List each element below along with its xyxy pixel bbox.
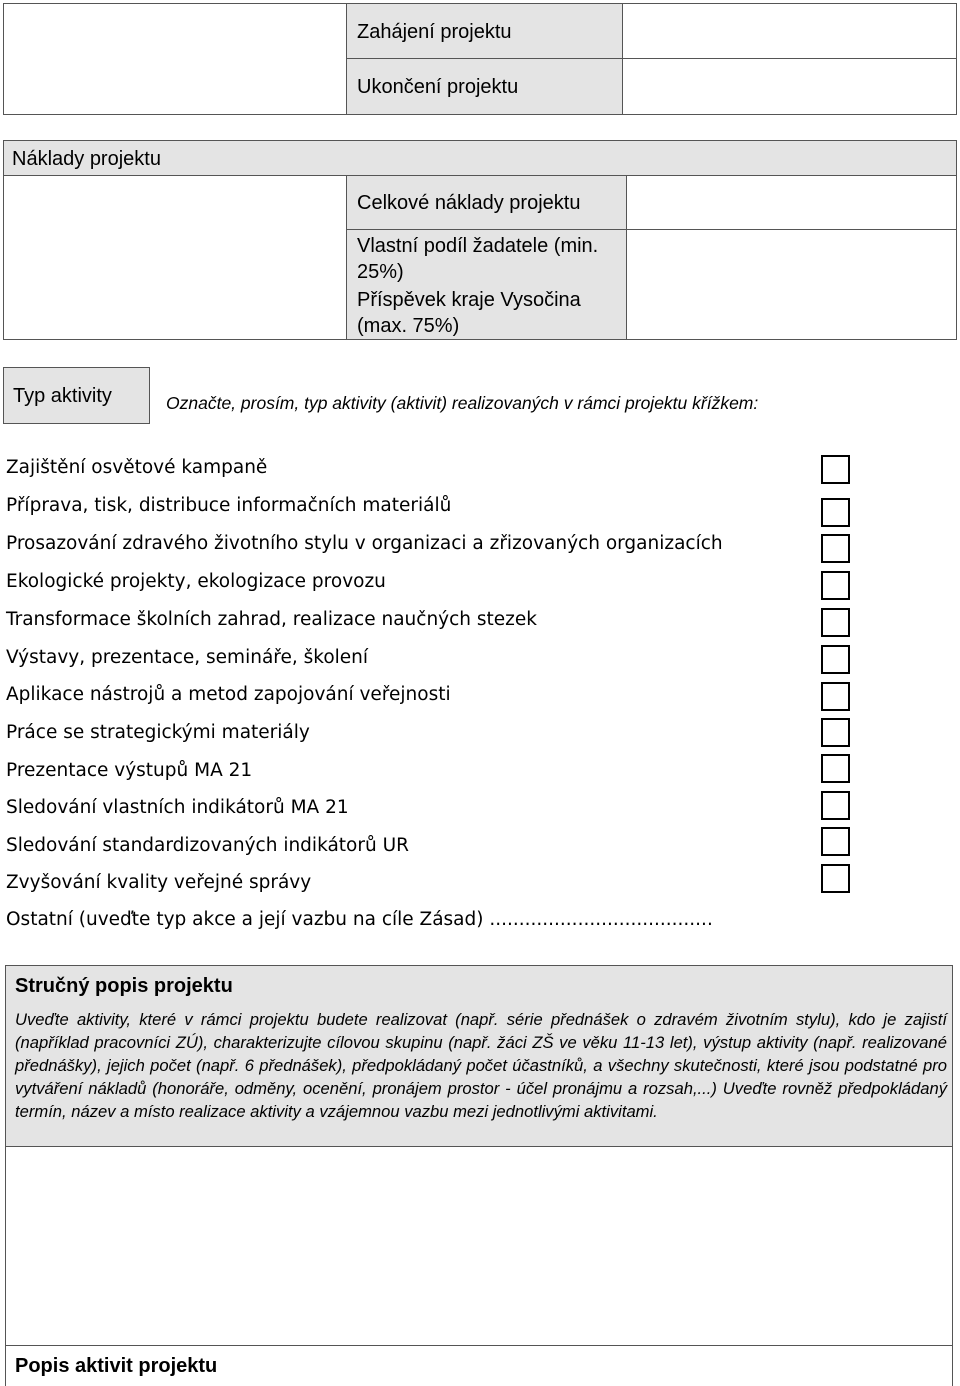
costs-section-header (3, 140, 957, 176)
activity-option-label: Prezentace výstupů MA 21 (6, 760, 253, 781)
activity-option-label: Příprava, tisk, distribuce informačních materiálů (6, 495, 452, 516)
cost-split-label-cell (346, 229, 627, 340)
activity-option-label: Prosazování zdravého životního stylu v organizaci a zřizovaných organizacích (6, 533, 723, 554)
activity-checkbox[interactable] (821, 608, 850, 637)
activity-option-label: Zvyšování kvality veřejné správy (6, 872, 312, 893)
activity-checkbox[interactable] (821, 827, 850, 856)
activities-section-heading: Popis aktivit projektu (15, 1355, 218, 1377)
description-heading: Stručný popis projektu (15, 975, 233, 997)
total-cost-label: Celkové náklady projektu (357, 192, 581, 214)
end-date-label: Ukončení projektu (357, 76, 519, 98)
activity-type-instruction: Označte, prosím, typ aktivity (aktivit) realizovaných v rámci projektu křížkem: (166, 393, 759, 413)
costs-section-label: Náklady projektu (12, 148, 161, 170)
activity-checkbox[interactable] (821, 571, 850, 600)
activity-option-label: Sledování standardizovaných indikátorů UR (6, 835, 409, 856)
end-date-field[interactable] (622, 58, 957, 115)
costs-left-empty-cell (3, 175, 347, 340)
activity-checkbox[interactable] (821, 534, 850, 563)
dates-left-empty-cell (3, 3, 347, 115)
own-share-label: Vlastní podíl žadatele (min. 25%) (357, 235, 599, 283)
activity-checkbox[interactable] (821, 754, 850, 783)
start-date-label: Zahájení projektu (357, 21, 512, 43)
description-instructions: Uveďte aktivity, které v rámci projektu budete realizovat (např. série přednášek o zdravém životním stylu), kdo je zajistí (například pracovníci ZÚ), charakterizujte cílovou skupinu (např. žáci ZŠ ve věku 11-13 let), výstup aktivity (např. realizované přednášky), jejich počet (např. 6 přednášek), předpokládaný počet účastníků, a všechny skutečnosti, které jsou podstatné pro vytváření nákladů (honoráře, odměny, ocenění, pronájem prostor - účel pronájmu a rozsah,...) Uveďte rovněž předpokládaný termín, název a místo realizace aktivity a vzájemnou vazbu mezi jednotlivými aktivitami. (15, 1010, 947, 1122)
start-date-label-cell (346, 3, 623, 59)
activity-option-label: Transformace školních zahrad, realizace naučných stezek (6, 609, 537, 630)
total-cost-label-cell (346, 175, 627, 230)
activity-checkbox[interactable] (821, 498, 850, 527)
activity-option-label: Ekologické projekty, ekologizace provozu (6, 571, 386, 592)
activity-checkbox[interactable] (821, 682, 850, 711)
end-date-label-cell (346, 58, 623, 115)
activity-type-label: Typ aktivity (13, 385, 112, 407)
activity-checkbox[interactable] (821, 718, 850, 747)
activity-checkbox[interactable] (821, 455, 850, 484)
activity-option-label: Sledování vlastních indikátorů MA 21 (6, 797, 349, 818)
start-date-field[interactable] (622, 3, 957, 59)
description-answer-field[interactable] (5, 1146, 953, 1346)
activity-type-label-box (3, 367, 150, 424)
activity-option-label: Práce se strategickými materiály (6, 722, 310, 743)
activity-option-label: Zajištění osvětové kampaně (6, 457, 268, 478)
activity-option-label: Výstavy, prezentace, semináře, školení (6, 647, 369, 668)
activity-checkbox[interactable] (821, 864, 850, 893)
region-contribution-label: Příspěvek kraje Vysočina (max. 75%) (357, 289, 581, 337)
activity-checkbox[interactable] (821, 645, 850, 674)
activity-checkbox[interactable] (821, 791, 850, 820)
activity-option-label: Aplikace nástrojů a metod zapojování veřejnosti (6, 684, 451, 705)
other-activity-line[interactable]: Ostatní (uveďte typ akce a její vazbu na cíle Zásad) ...................................... (6, 909, 713, 930)
cost-split-field[interactable] (626, 229, 957, 340)
total-cost-field[interactable] (626, 175, 957, 230)
